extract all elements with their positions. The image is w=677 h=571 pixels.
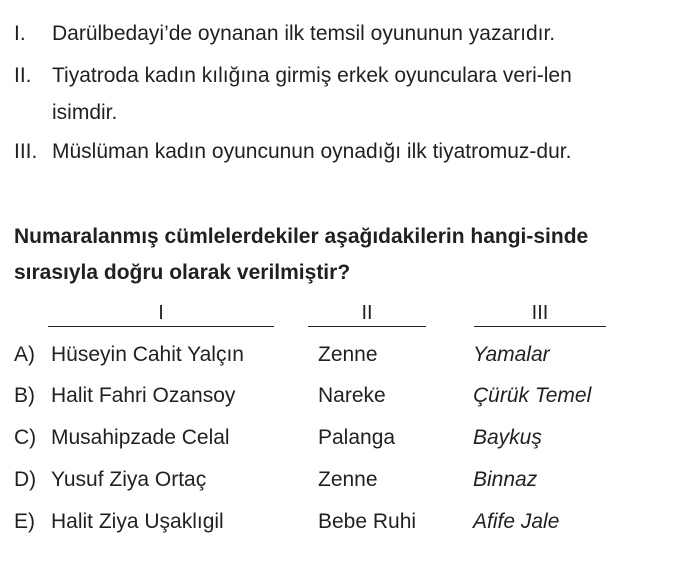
statement-text: Tiyatroda kadın kılığına girmiş erkek oyunculara veri-len isimdir.	[52, 64, 572, 124]
option-col-1: Halit Fahri Ozansoy	[51, 384, 236, 407]
option-letter: E)	[14, 510, 35, 533]
option-col-1: Halit Ziya Uşaklıgil	[51, 510, 224, 533]
answer-option-a[interactable]	[14, 337, 674, 373]
statement-3	[14, 133, 674, 170]
option-letter: C)	[14, 426, 37, 449]
statement-text: Darülbedayi’de oynanan ilk temsil oyununun yazarıdır.	[52, 22, 556, 45]
option-col-2: Zenne	[318, 343, 378, 366]
option-col-1: Musahipzade Celal	[51, 426, 230, 449]
option-col-3: Baykuş	[473, 426, 542, 449]
statement-2	[14, 57, 674, 131]
option-col-3: Binnaz	[473, 468, 538, 491]
option-col-2: Nareke	[318, 384, 386, 407]
option-col-2: Palanga	[318, 426, 396, 449]
option-col-3: Yamalar	[473, 343, 550, 366]
answer-option-c[interactable]	[14, 420, 674, 456]
answer-option-d[interactable]	[14, 462, 674, 498]
option-letter: D)	[14, 468, 37, 491]
option-col-3: Çürük Temel	[473, 384, 592, 407]
statement-1	[14, 15, 674, 52]
answer-option-b[interactable]	[14, 378, 674, 414]
statement-number: I.	[14, 22, 26, 45]
statement-number: III.	[14, 140, 38, 163]
option-letter: A)	[14, 343, 35, 366]
question-text: Numaralanmış cümlelerdekiler aşağıdakilerin hangi-sinde sırasıyla doğru olarak verilmiştir?	[14, 225, 589, 284]
option-col-2: Zenne	[318, 468, 378, 491]
statement-number: II.	[14, 64, 32, 87]
option-letter: B)	[14, 384, 35, 407]
answer-option-e[interactable]	[14, 504, 674, 540]
option-col-3: Afife Jale	[473, 510, 560, 533]
column-header-3: III	[474, 302, 606, 327]
column-header-2: II	[308, 302, 426, 327]
option-col-1: Yusuf Ziya Ortaç	[51, 468, 207, 491]
column-header-1: I	[48, 302, 274, 327]
statement-text: Müslüman kadın oyuncunun oynadığı ilk tiyatromuz-dur.	[52, 140, 572, 163]
option-col-2: Bebe Ruhi	[318, 510, 417, 533]
option-col-1: Hüseyin Cahit Yalçın	[51, 343, 244, 366]
